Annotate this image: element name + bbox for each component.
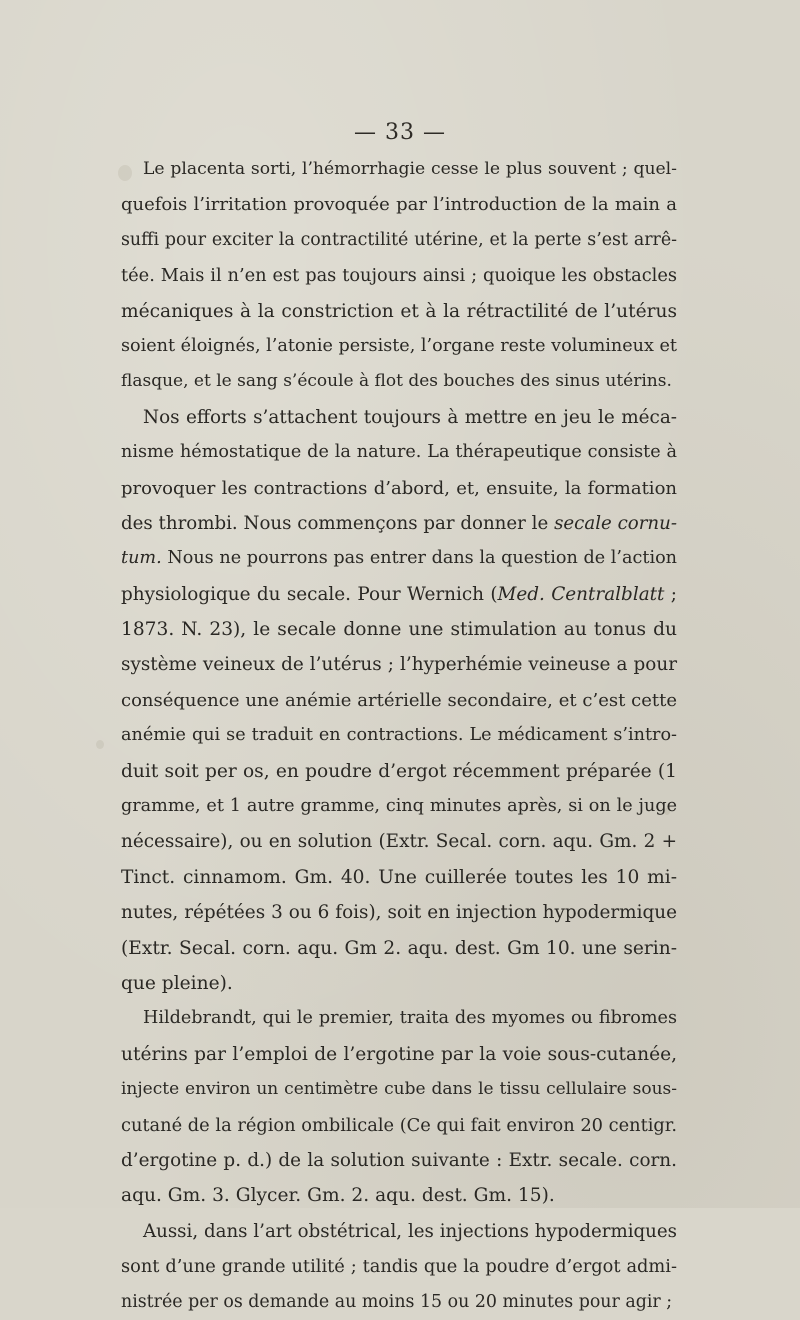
text-line: système veineux de l’utérus ; l’hyperhémie veineuse a pour	[121, 654, 677, 676]
text-line: (Extr. Secal. corn. aqu. Gm 2. aqu. dest. Gm 10. une serin-	[121, 937, 677, 959]
text-line: que pleine).	[121, 972, 233, 994]
text-line: nutes, répétées 3 ou 6 fois), soit en injection hypodermique	[121, 902, 677, 924]
page-number: — 33 —	[354, 120, 446, 145]
text-line: duit soit per os, en poudre d’ergot récemment préparée (1	[121, 760, 677, 782]
text-line: tum. Nous ne pourrons pas entrer dans la question de l’action	[121, 548, 677, 569]
text-line: des thrombi. Nous commençons par donner le secale cornu-	[121, 512, 678, 534]
text-line: aqu. Gm. 3. Glycer. Gm. 2. aqu. dest. Gm. 15).	[121, 1185, 555, 1207]
text-line: Le placenta sorti, l’hémorrhagie cesse le plus souvent ; quel-	[143, 159, 677, 179]
text-line: conséquence une anémie artérielle secondaire, et c’est cette	[121, 689, 677, 711]
text-line: sont d’une grande utilité ; tandis que la poudre d’ergot admi-	[121, 1256, 677, 1278]
text-line: quefois l’irritation provoquée par l’introduction de la main a	[121, 194, 677, 216]
text-line: utérins par l’emploi de l’ergotine par la voie sous-cutanée,	[121, 1043, 677, 1065]
text-line: provoquer les contractions d’abord, et, ensuite, la formation	[121, 477, 677, 499]
text-line: nistrée per os demande au moins 15 ou 20 minutes pour agir ;	[121, 1291, 673, 1312]
text-line: tée. Mais il n’en est pas toujours ainsi ; quoique les obstacles	[121, 265, 677, 287]
text-line: physiologique du secale. Pour Wernich (Med. Centralblatt ;	[121, 583, 677, 605]
text-line: injecte environ un centimètre cube dans le tissu cellulaire sous-	[121, 1079, 677, 1100]
text-line: flasque, et le sang s’écoule à flot des bouches des sinus utérins.	[121, 371, 672, 392]
paper-stain	[96, 740, 104, 749]
text-line: suffi pour exciter la contractilité utérine, et la perte s’est arrê-	[121, 229, 677, 250]
text-line: Nos efforts s’attachent toujours à mettre en jeu le méca-	[143, 406, 677, 428]
text-line: soient éloignés, l’atonie persiste, l’organe reste volumineux et	[121, 335, 678, 356]
text-line: nisme hémostatique de la nature. La thérapeutique consiste à	[121, 442, 677, 463]
text-line: gramme, et 1 autre gramme, cinq minutes après, si on le juge	[121, 796, 677, 817]
text-line: d’ergotine p. d.) de la solution suivante : Extr. secale. corn.	[121, 1149, 677, 1171]
text-line: Aussi, dans l’art obstétrical, les injections hypodermiques	[143, 1220, 677, 1242]
text-line: cutané de la région ombilicale (Ce qui fait environ 20 centigr.	[121, 1114, 677, 1136]
text-line: nécessaire), ou en solution (Extr. Secal. corn. aqu. Gm. 2 +	[121, 831, 677, 853]
body-text	[121, 152, 677, 1320]
text-line: anémie qui se traduit en contractions. Le médicament s’intro-	[121, 725, 677, 746]
text-line: Tinct. cinnamom. Gm. 40. Une cuillerée toutes les 10 mi-	[121, 866, 677, 888]
text-line: 1873. N. 23), le secale donne une stimulation au tonus du	[121, 619, 677, 641]
text-line: Hildebrandt, qui le premier, traita des myomes ou fibromes	[143, 1008, 677, 1029]
text-line: mécaniques à la constriction et à la rétractilité de l’utérus	[121, 300, 677, 322]
